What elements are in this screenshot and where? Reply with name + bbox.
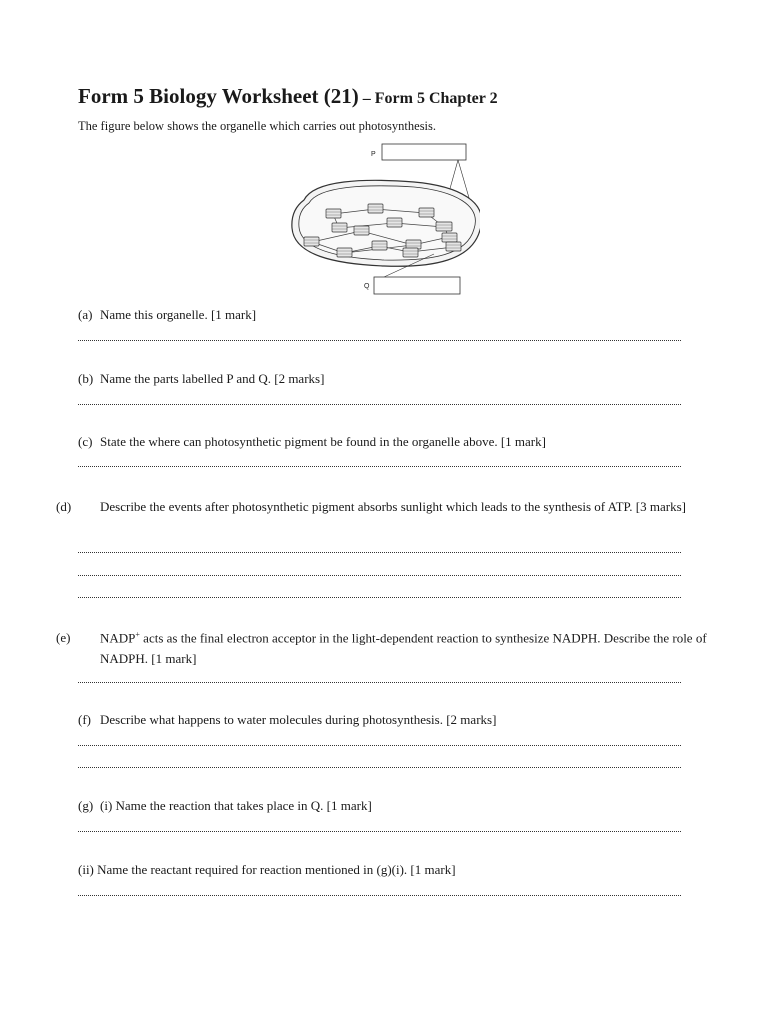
question-b-text: Name the parts labelled P and Q. [2 marks] (100, 371, 325, 386)
question-g-ii (78, 859, 693, 880)
figure-label-p: P (371, 151, 376, 158)
question-b (78, 368, 693, 389)
question-a (78, 304, 693, 325)
question-e-text-post: acts as the final electron acceptor in the light-dependent reaction to synthesize NADPH. Describe the role of NADPH. [1 mark] (100, 630, 707, 667)
question-d-label: (d) (56, 499, 72, 514)
question-c (78, 431, 693, 452)
answer-line-b[interactable] (78, 402, 681, 405)
answer-line-a[interactable] (78, 338, 681, 341)
figure-label-q: Q (364, 283, 370, 290)
answer-line-d3[interactable] (78, 595, 681, 598)
label-box-p (382, 144, 466, 160)
question-f-label: (f) (78, 712, 91, 727)
label-box-q (374, 277, 460, 294)
question-a-text: Name this organelle. [1 mark] (100, 307, 257, 322)
answer-line-g1[interactable] (78, 829, 681, 832)
answer-line-g2[interactable] (78, 893, 681, 896)
page-title (78, 84, 498, 109)
question-e-superscript: + (135, 630, 140, 639)
question-f-text: Describe what happens to water molecules during photosynthesis. [2 marks] (100, 712, 497, 727)
question-d (56, 496, 715, 517)
question-c-label: (c) (78, 434, 93, 449)
chloroplast-figure (284, 140, 480, 300)
answer-line-d1[interactable] (78, 550, 681, 553)
answer-line-d2[interactable] (78, 573, 681, 576)
question-e-label: (e) (56, 630, 71, 646)
title-main: Form 5 Biology Worksheet (21) (78, 84, 359, 108)
question-g-ii-text: (ii) Name the reactant required for reaction mentioned in (g)(i). [1 mark] (78, 862, 456, 877)
question-f (78, 709, 693, 730)
question-g (78, 795, 693, 816)
question-e-text-pre: NADP (100, 630, 136, 646)
answer-line-f2[interactable] (78, 765, 681, 768)
question-a-label: (a) (78, 307, 93, 322)
answer-line-c[interactable] (78, 464, 681, 467)
answer-line-e[interactable] (78, 680, 681, 683)
question-g-label: (g) (78, 798, 94, 813)
question-b-label: (b) (78, 371, 94, 386)
question-g-text: (i) Name the reaction that takes place in Q. [1 mark] (100, 798, 372, 813)
question-c-text: State the where can photosynthetic pigment be found in the organelle above. [1 mark] (100, 434, 546, 449)
title-subtitle: – Form 5 Chapter 2 (358, 90, 498, 107)
intro-text: The figure below shows the organelle which carries out photosynthesis. (78, 119, 437, 133)
question-e (56, 624, 715, 669)
answer-line-f1[interactable] (78, 743, 681, 746)
question-d-text: Describe the events after photosynthetic pigment absorbs sunlight which leads to the synthesis of ATP. [3 marks] (100, 499, 686, 514)
